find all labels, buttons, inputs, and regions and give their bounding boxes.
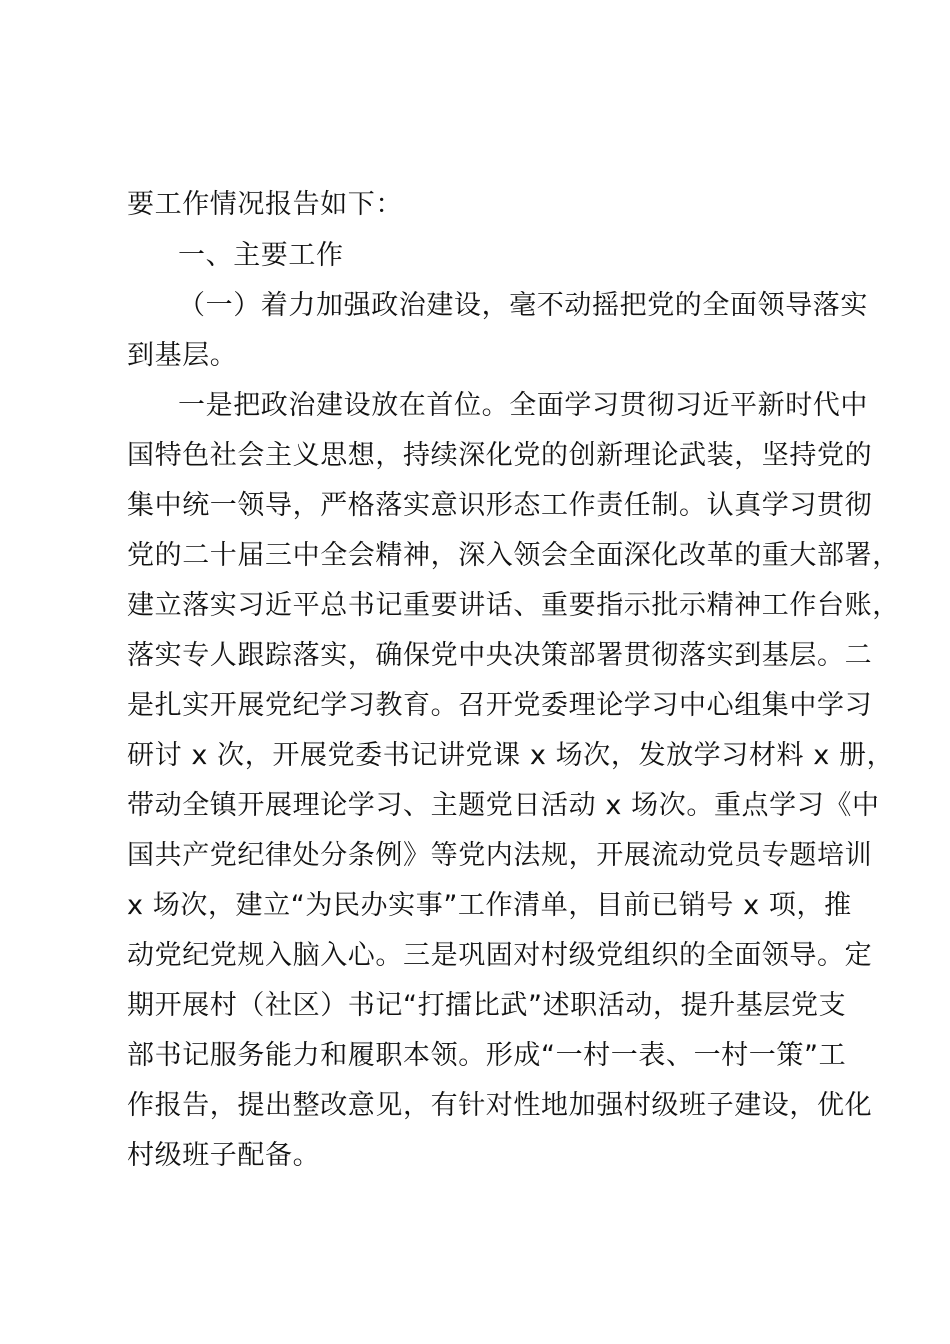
paragraph-line-3: 集中统一领导，严格落实意识形态工作责任制。认真学习贯彻 xyxy=(127,490,873,521)
paragraph-line-4: 党的二十届三中全会精神，深入领会全面深化改革的重大部署， xyxy=(127,540,900,571)
paragraph-line-7: 是扎实开展党纪学习教育。召开党委理论学习中心组集中学习 xyxy=(127,690,873,721)
paragraph-line-2: 国特色社会主义思想，持续深化党的创新理论武装，坚持党的 xyxy=(127,440,873,471)
subsection-heading-line-1: （一）着力加强政治建设，毫不动摇把党的全面领导落实 xyxy=(178,290,868,321)
paragraph-line-10: 国共产党纪律处分条例》等党内法规，开展流动党员专题培训 xyxy=(127,840,873,871)
paragraph-line-13: 期开展村（社区）书记“打擂比武”述职活动，提升基层党支 xyxy=(127,990,847,1021)
paragraph-line-12: 动党纪党规入脑入心。三是巩固对村级党组织的全面领导。定 xyxy=(127,940,873,971)
paragraph-line-11: x 场次，建立“为民办实事”工作清单，目前已销号 x 项，推 xyxy=(127,890,852,921)
paragraph-line-1: 一是把政治建设放在首位。全面学习贯彻习近平新时代中 xyxy=(178,390,868,421)
text-line-1: 要工作情况报告如下： xyxy=(127,189,403,220)
paragraph-line-15: 作报告，提出整改意见，有针对性地加强村级班子建设，优化 xyxy=(127,1090,873,1121)
paragraph-line-8: 研讨 x 次，开展党委书记讲党课 x 场次，发放学习材料 x 册， xyxy=(127,740,895,771)
section-heading: 一、主要工作 xyxy=(178,240,344,271)
paragraph-line-16: 村级班子配备。 xyxy=(127,1140,321,1171)
subsection-heading-line-2: 到基层。 xyxy=(127,340,238,371)
paragraph-line-5: 建立落实习近平总书记重要讲话、重要指示批示精神工作台账， xyxy=(127,590,900,621)
paragraph-line-14: 部书记服务能力和履职本领。形成“一村一表、一村一策”工 xyxy=(127,1040,847,1071)
paragraph-line-6: 落实专人跟踪落实，确保党中央决策部署贯彻落实到基层。二 xyxy=(127,640,873,671)
paragraph-line-9: 带动全镇开展理论学习、主题党日活动 x 场次。重点学习《中 xyxy=(127,790,880,821)
